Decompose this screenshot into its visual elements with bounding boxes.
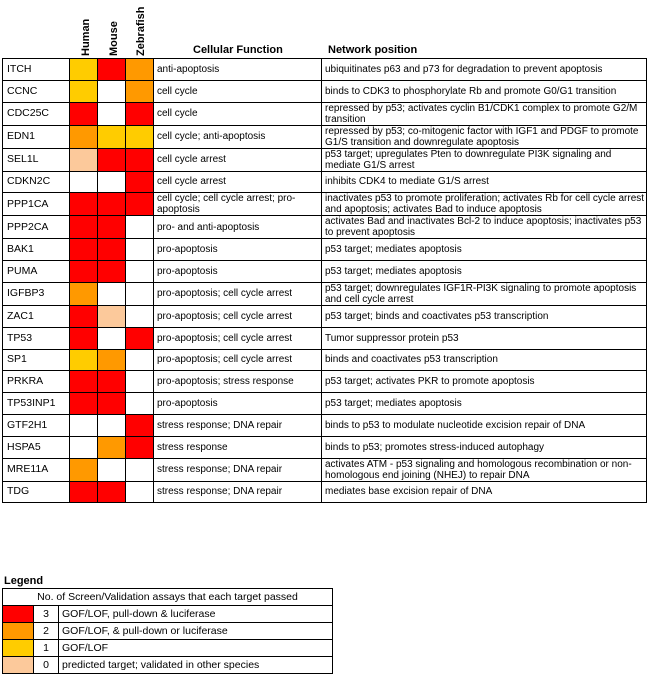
level-cell-zebrafish [126,393,154,415]
network-position: binds and coactivates p53 transcription [322,349,647,371]
level-cell-human [70,171,98,193]
network-position: p53 target; downregulates IGF1R-PI3K signaling to promote apoptosis and cell cycle arrest [322,282,647,305]
table-row [3,371,647,393]
table-row [3,148,647,171]
level-cell-mouse [98,148,126,171]
gene-name: GTF2H1 [3,414,70,436]
gene-name: SEL1L [3,148,70,171]
level-cell-zebrafish [126,282,154,305]
cellular-function: pro- and anti-apoptosis [154,216,322,239]
legend-item [3,606,333,623]
cellular-function: cell cycle; anti-apoptosis [154,125,322,148]
gene-name: PPP2CA [3,216,70,239]
legend-header: No. of Screen/Validation assays that each target passed [3,589,333,606]
table-row [3,102,647,125]
legend-label: GOF/LOF, & pull-down or luciferase [59,623,333,640]
network-position: p53 target; activates PKR to promote apoptosis [322,371,647,393]
table-row [3,216,647,239]
level-cell-mouse [98,193,126,216]
table-row [3,193,647,216]
gene-name: CDC25C [3,102,70,125]
cellular-function-header: Cellular Function [193,44,283,56]
level-cell-zebrafish [126,239,154,261]
level-cell-zebrafish [126,349,154,371]
network-position: ubiquitinates p63 and p73 for degradation to prevent apoptosis [322,59,647,81]
legend-item [3,623,333,640]
legend-swatch [3,657,34,674]
level-cell-human [70,305,98,327]
level-cell-zebrafish [126,414,154,436]
network-position: p53 target; mediates apoptosis [322,393,647,415]
cellular-function: pro-apoptosis [154,261,322,283]
table-row [3,414,647,436]
gene-table-body [3,59,647,503]
gene-name: SP1 [3,349,70,371]
table-row [3,393,647,415]
cellular-function: pro-apoptosis; cell cycle arrest [154,327,322,349]
level-cell-zebrafish [126,171,154,193]
level-cell-zebrafish [126,193,154,216]
level-cell-mouse [98,371,126,393]
legend-level: 0 [34,657,59,674]
network-position: Tumor suppressor protein p53 [322,327,647,349]
cellular-function: cell cycle arrest [154,171,322,193]
gene-name: PRKRA [3,371,70,393]
legend-level: 1 [34,640,59,657]
legend-swatch [3,623,34,640]
level-cell-human [70,436,98,458]
network-position: repressed by p53; co-mitogenic factor with IGF1 and PDGF to promote G1/S transition and downregulate apoptosis [322,125,647,148]
gene-name: TP53INP1 [3,393,70,415]
level-cell-mouse [98,59,126,81]
network-position: mediates base excision repair of DNA [322,481,647,503]
legend-body [3,589,333,674]
cellular-function: stress response; DNA repair [154,458,322,481]
network-position: inactivates p53 to promote proliferation; activates Rb for cell cycle arrest and apoptosis; activates Bad to induce apoptosis [322,193,647,216]
level-cell-zebrafish [126,261,154,283]
cellular-function: anti-apoptosis [154,59,322,81]
cellular-function: cell cycle [154,102,322,125]
table-row [3,305,647,327]
legend-label: predicted target; validated in other species [59,657,333,674]
cellular-function: stress response; DNA repair [154,481,322,503]
cellular-function: stress response [154,436,322,458]
level-cell-human [70,349,98,371]
level-cell-mouse [98,458,126,481]
cellular-function: pro-apoptosis [154,393,322,415]
level-cell-mouse [98,327,126,349]
cellular-function: cell cycle; cell cycle arrest; pro-apoptosis [154,193,322,216]
level-cell-mouse [98,102,126,125]
level-cell-human [70,458,98,481]
level-cell-human [70,371,98,393]
cellular-function: pro-apoptosis; cell cycle arrest [154,305,322,327]
level-cell-zebrafish [126,305,154,327]
table-row [3,125,647,148]
gene-name: HSPA5 [3,436,70,458]
table-row [3,282,647,305]
table-row [3,349,647,371]
gene-name: TDG [3,481,70,503]
level-cell-mouse [98,481,126,503]
gene-name: EDN1 [3,125,70,148]
cellular-function: pro-apoptosis; cell cycle arrest [154,349,322,371]
gene-name: BAK1 [3,239,70,261]
network-position: inhibits CDK4 to mediate G1/S arrest [322,171,647,193]
level-cell-mouse [98,261,126,283]
gene-name: TP53 [3,327,70,349]
level-cell-human [70,414,98,436]
table-row [3,327,647,349]
level-cell-zebrafish [126,125,154,148]
level-cell-human [70,481,98,503]
level-cell-mouse [98,305,126,327]
level-cell-human [70,148,98,171]
table-row [3,436,647,458]
legend-swatch [3,606,34,623]
level-cell-human [70,125,98,148]
legend-level: 3 [34,606,59,623]
level-cell-mouse [98,171,126,193]
table-row [3,481,647,503]
cellular-function: pro-apoptosis; stress response [154,371,322,393]
cellular-function: stress response; DNA repair [154,414,322,436]
level-cell-mouse [98,393,126,415]
gene-name: ITCH [3,59,70,81]
gene-name: PUMA [3,261,70,283]
legend-table [2,588,333,674]
cellular-function: cell cycle arrest [154,148,322,171]
level-cell-mouse [98,436,126,458]
gene-table [2,58,647,503]
species-header-human: Human [80,18,92,56]
level-cell-zebrafish [126,481,154,503]
table-header [0,0,652,58]
level-cell-zebrafish [126,436,154,458]
level-cell-mouse [98,125,126,148]
level-cell-zebrafish [126,458,154,481]
level-cell-zebrafish [126,216,154,239]
level-cell-human [70,327,98,349]
network-position: activates Bad and inactivates Bcl-2 to induce apoptosis; inactivates p53 to prevent apoptosis [322,216,647,239]
legend-label: GOF/LOF, pull-down & luciferase [59,606,333,623]
level-cell-human [70,59,98,81]
network-position-header: Network position [328,44,418,56]
legend-item [3,657,333,674]
level-cell-zebrafish [126,371,154,393]
level-cell-human [70,80,98,102]
table-row [3,59,647,81]
level-cell-human [70,239,98,261]
table-row [3,80,647,102]
level-cell-zebrafish [126,102,154,125]
level-cell-mouse [98,216,126,239]
table-row [3,458,647,481]
table-row [3,171,647,193]
network-position: p53 target; mediates apoptosis [322,261,647,283]
network-position: binds to p53; promotes stress-induced autophagy [322,436,647,458]
gene-name: PPP1CA [3,193,70,216]
table-row [3,261,647,283]
level-cell-human [70,102,98,125]
level-cell-human [70,216,98,239]
gene-name: MRE11A [3,458,70,481]
network-position: p53 target; binds and coactivates p53 transcription [322,305,647,327]
level-cell-human [70,282,98,305]
level-cell-zebrafish [126,148,154,171]
level-cell-zebrafish [126,327,154,349]
network-position: activates ATM - p53 signaling and homologous recombination or non-homologous end joining (NHEJ) to repair DNA [322,458,647,481]
level-cell-zebrafish [126,59,154,81]
species-header-mouse: Mouse [108,21,120,56]
legend-title: Legend [4,575,44,587]
level-cell-mouse [98,282,126,305]
level-cell-human [70,193,98,216]
level-cell-human [70,261,98,283]
gene-name: CCNC [3,80,70,102]
legend-level: 2 [34,623,59,640]
level-cell-mouse [98,80,126,102]
network-position: p53 target; upregulates Pten to downregulate PI3K signaling and mediate G1/S arrest [322,148,647,171]
cellular-function: pro-apoptosis [154,239,322,261]
legend-item [3,640,333,657]
level-cell-mouse [98,414,126,436]
cellular-function: cell cycle [154,80,322,102]
gene-name: ZAC1 [3,305,70,327]
level-cell-human [70,393,98,415]
network-position: repressed by p53; activates cyclin B1/CDK1 complex to promote G2/M transition [322,102,647,125]
network-position: binds to p53 to modulate nucleotide excision repair of DNA [322,414,647,436]
gene-name: CDKN2C [3,171,70,193]
gene-name: IGFBP3 [3,282,70,305]
table-row [3,239,647,261]
level-cell-zebrafish [126,80,154,102]
level-cell-mouse [98,239,126,261]
network-position: binds to CDK3 to phosphorylate Rb and promote G0/G1 transition [322,80,647,102]
legend-swatch [3,640,34,657]
cellular-function: pro-apoptosis; cell cycle arrest [154,282,322,305]
legend-label: GOF/LOF [59,640,333,657]
level-cell-mouse [98,349,126,371]
species-header-zebrafish: Zebrafish [135,6,147,56]
network-position: p53 target; mediates apoptosis [322,239,647,261]
legend-header-row [3,589,333,606]
